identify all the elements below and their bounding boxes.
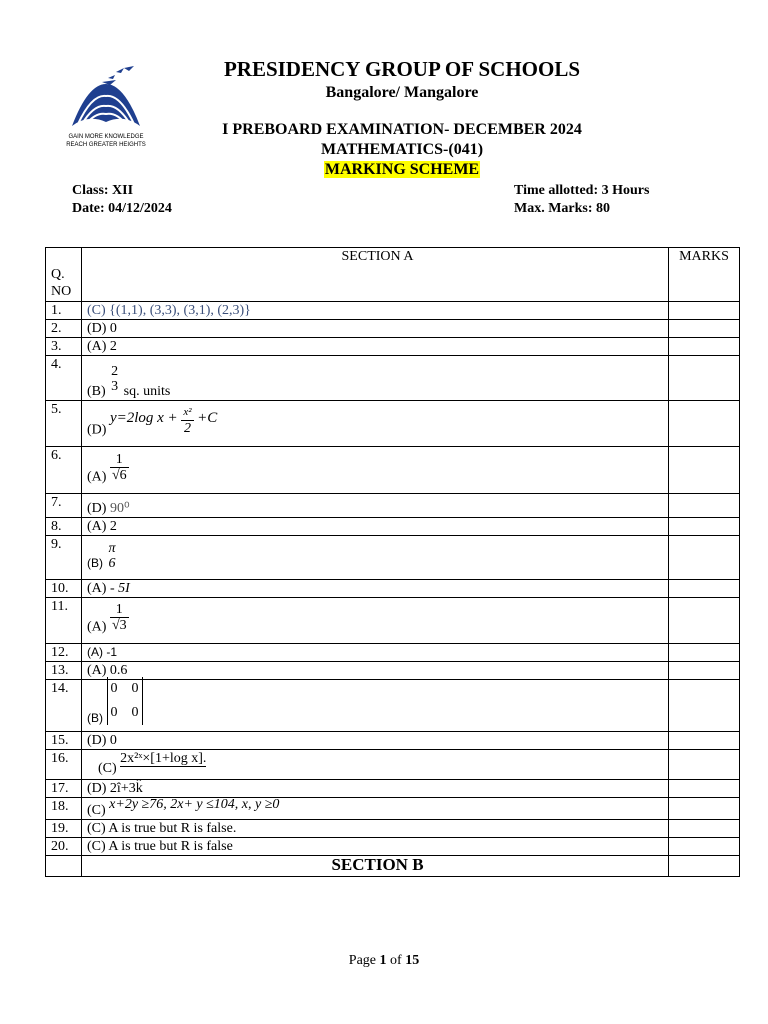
- table-row: 3. (A) 2: [46, 338, 740, 356]
- table-row: 10. (A) - 5I: [46, 580, 740, 598]
- date-label: Date: 04/12/2024: [72, 201, 172, 216]
- school-location: Bangalore/ Mangalore: [325, 84, 479, 101]
- time-label: Time allotted: 3 Hours: [514, 183, 650, 198]
- table-row: 1. (C) {(1,1), (3,3), (3,1), (2,3)}: [46, 302, 740, 320]
- table-row: 11. (A) $\frac{1}{√3}$: [46, 598, 740, 644]
- table-row: 8. (A) 2: [46, 518, 740, 536]
- logo-tagline-2: REACH GREATER HEIGHTS: [66, 142, 146, 148]
- marking-table: [45, 247, 740, 877]
- table-row: 19. (C) A is true but R is false.: [46, 820, 740, 838]
- section-b-row: [46, 856, 740, 877]
- page-footer: Page 1 of 15: [348, 953, 420, 968]
- table-row: 15. (D) 0: [46, 732, 740, 750]
- table-row: 6. (A) $\frac{1}{√6}$: [46, 447, 740, 494]
- table-header-row: [46, 248, 740, 302]
- table-row: 2. (D) 0: [46, 320, 740, 338]
- table-row: 14. (B) 0 0 0 0: [46, 680, 740, 732]
- section-a-header: SECTION A: [82, 248, 669, 302]
- qno-header: Q. NO: [46, 248, 82, 302]
- table-row: 5. (D) y=2log x + $\frac{\text{x²}}{2}$ +C: [46, 401, 740, 447]
- marking-scheme-title: MARKING SCHEME: [324, 161, 480, 178]
- subject-title: MATHEMATICS-(041): [320, 141, 484, 158]
- section-b-heading: SECTION B: [82, 856, 669, 877]
- table-row: 7. (D) 90⁰: [46, 494, 740, 518]
- table-row: 16. (C) 2x²ˣ×[1+log x].: [46, 750, 740, 780]
- marks-header: MARKS: [669, 248, 740, 302]
- max-marks-label: Max. Marks: 80: [514, 201, 611, 216]
- table-row: 12. (A) -1: [46, 644, 740, 662]
- table-row: 9. (B) π 6: [46, 536, 740, 580]
- table-row: 13. (A) 0.6: [46, 662, 740, 680]
- logo-tagline-1: GAIN MORE KNOWLEDGE: [68, 134, 144, 140]
- table-row: 4. (B) 2 3 sq. units: [46, 356, 740, 401]
- table-row: 18. (C) x+2y ≥76, 2x+ y ≤104, x, y ≥0: [46, 798, 740, 820]
- class-label: Class: XII: [72, 183, 134, 198]
- school-name: PRESIDENCY GROUP OF SCHOOLS: [223, 57, 581, 81]
- table-row: 17. (D) 2î+3k̂: [46, 780, 740, 798]
- exam-title: I PREBOARD EXAMINATION- DECEMBER 2024: [222, 121, 582, 138]
- zero-matrix: 0 0 0 0: [107, 677, 143, 725]
- table-row: 20. (C) A is true but R is false: [46, 838, 740, 856]
